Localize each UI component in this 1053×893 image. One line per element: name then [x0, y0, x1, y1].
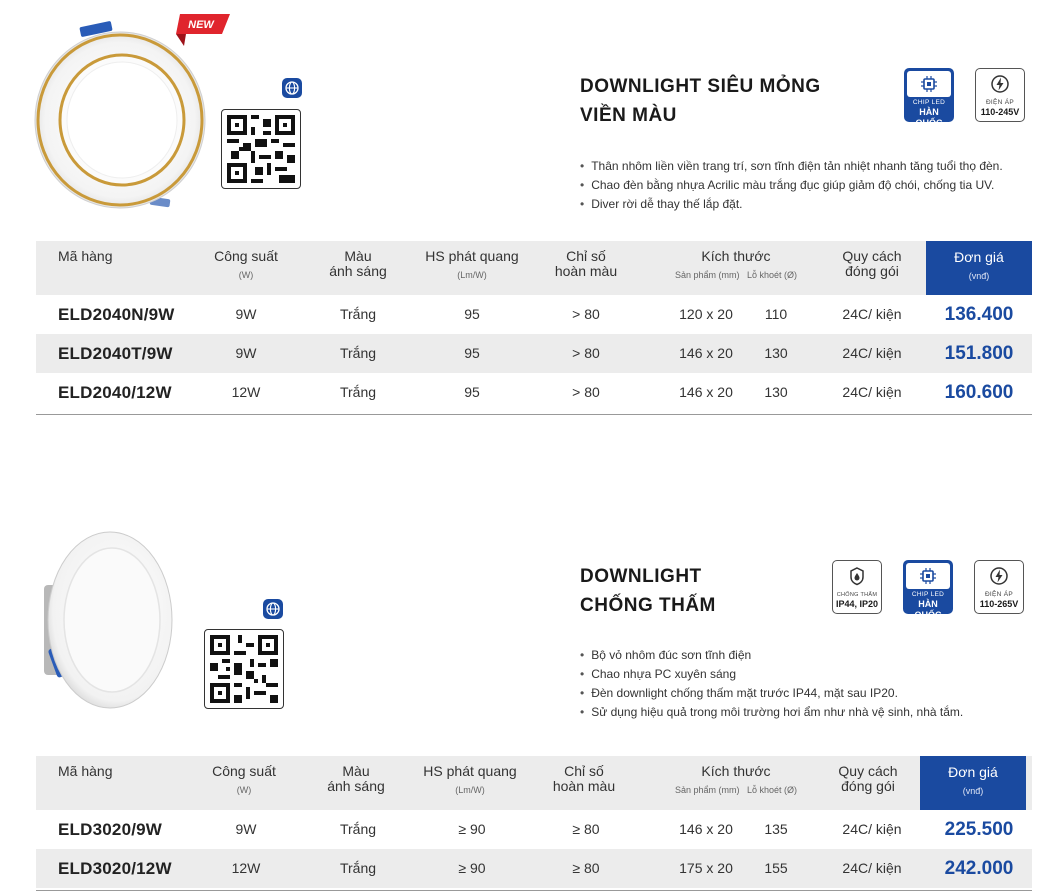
cell-power: 9W [235, 306, 257, 322]
qr-code[interactable] [204, 629, 284, 709]
badge-label: CHIP LED [912, 99, 946, 106]
table-row [36, 334, 1032, 373]
cell-cutout: 130 [764, 345, 788, 361]
cell-code: ELD2040N/9W [58, 305, 175, 324]
feature-item: • Sử dụng hiệu quả trong môi trường hơi ẩm như nhà vệ sinh, nhà tắm. [580, 703, 963, 722]
cell-efficacy: 95 [464, 345, 480, 361]
chip-icon [919, 74, 939, 94]
cell-size: 146 x 20 [679, 345, 733, 361]
cell-color: Trắng [339, 821, 377, 837]
cell-color: Trắng [339, 384, 377, 400]
col-size: Kích thước Sản phẩm (mm) Lỗ khoét (Ø) [674, 763, 798, 795]
cell-cri: ≥ 80 [572, 821, 600, 837]
col-price: Đơn giá (vnđ) [920, 756, 1026, 810]
product-image-downlight-gold-rim [30, 20, 210, 215]
cell-efficacy: 95 [464, 306, 480, 322]
cell-size: 120 x 20 [679, 306, 733, 322]
cell-power: 12W [231, 384, 261, 400]
cell-code: ELD2040T/9W [58, 344, 173, 363]
voltage-badge [975, 68, 1025, 122]
badge-value: HÀN QUỐC [915, 107, 943, 128]
badge-label: ĐIỆN ÁP [985, 99, 1015, 106]
cell-cri: > 80 [572, 384, 600, 400]
badge-value: 110-265V [979, 599, 1019, 609]
chip-led-badge [904, 68, 954, 128]
col-cri: Chỉ số hoàn màu [552, 763, 616, 794]
col-power: Công suất (W) [214, 248, 278, 280]
col-price: Đơn giá (vnđ) [926, 241, 1032, 295]
col-packing: Quy cách đóng gói [842, 248, 902, 279]
feature-list [580, 157, 1003, 214]
globe-icon[interactable] [263, 599, 283, 619]
cell-code: ELD2040/12W [58, 383, 172, 402]
table-header [36, 756, 1032, 810]
cell-cutout: 155 [764, 860, 788, 876]
product-title: DOWNLIGHT CHỐNG THẤM [580, 566, 716, 616]
cell-price: 151.800 [944, 343, 1014, 364]
table-bottom-rule [36, 890, 1032, 891]
cell-cutout: 130 [764, 384, 788, 400]
chip-icon [918, 566, 938, 586]
badge-label: ĐIỆN ÁP [984, 591, 1014, 598]
voltage-badge [974, 560, 1024, 614]
cell-pack: 24C/ kiện [842, 345, 902, 361]
cell-cutout: 135 [764, 821, 788, 837]
feature-item: • Diver rời dễ thay thế lắp đặt. [580, 195, 1003, 214]
cell-pack: 24C/ kiện [842, 860, 902, 876]
badge-value: HÀN QUỐC [914, 599, 942, 620]
cell-cri: > 80 [572, 345, 600, 361]
cell-size: 146 x 20 [679, 384, 733, 400]
cell-efficacy: ≥ 90 [458, 821, 486, 837]
feature-item: • Thân nhôm liền viền trang trí, sơn tĩnh điện tản nhiệt nhanh tăng tuổi thọ đèn. [580, 157, 1003, 176]
table-row [36, 373, 1032, 412]
cell-cri: > 80 [572, 306, 600, 322]
product-section-1 [0, 0, 1053, 440]
waterproof-icon [847, 566, 867, 586]
cell-power: 9W [235, 821, 257, 837]
col-packing: Quy cách đóng gói [838, 763, 898, 794]
cell-pack: 24C/ kiện [842, 306, 902, 322]
cell-price: 136.400 [944, 304, 1014, 325]
cell-size: 146 x 20 [679, 821, 733, 837]
cell-price: 160.600 [944, 382, 1014, 403]
cell-power: 12W [231, 860, 261, 876]
cell-color: Trắng [339, 306, 377, 322]
table-bottom-rule [36, 414, 1032, 415]
product-image-waterproof-downlight [30, 525, 170, 715]
cell-size: 175 x 20 [679, 860, 733, 876]
col-efficacy: HS phát quang (Lm/W) [423, 763, 517, 795]
power-icon [990, 74, 1010, 94]
cell-price: 225.500 [944, 819, 1014, 840]
col-size: Kích thước Sản phẩm (mm) Lỗ khoét (Ø) [674, 248, 798, 280]
col-light-color: Màu ánh sáng [329, 248, 387, 279]
cell-color: Trắng [339, 860, 377, 876]
badge-label: CHIP LED [911, 591, 945, 598]
feature-item: • Đèn downlight chống thấm mặt trước IP44, mặt sau IP20. [580, 684, 963, 703]
col-light-color: Màu ánh sáng [327, 763, 385, 794]
feature-item: • Chao đèn bằng nhựa Acrilic màu trắng đục giúp giảm độ chói, chống tia UV. [580, 176, 1003, 195]
table-row [36, 810, 1032, 849]
badge-label: CHỐNG THẤM [836, 592, 878, 598]
feature-item: • Bộ vỏ nhôm đúc sơn tĩnh điện [580, 646, 963, 665]
cell-code: ELD3020/12W [58, 859, 172, 878]
cell-code: ELD3020/9W [58, 820, 163, 839]
cell-pack: 24C/ kiện [842, 821, 902, 837]
col-code: Mã hàng [58, 763, 113, 779]
product-section-2 [0, 515, 1053, 893]
new-badge [172, 12, 230, 48]
col-cri: Chỉ số hoàn màu [554, 248, 618, 279]
cell-price: 242.000 [944, 858, 1014, 879]
col-power: Công suất (W) [212, 763, 276, 795]
cell-color: Trắng [339, 345, 377, 361]
waterproof-badge [832, 560, 882, 614]
col-efficacy: HS phát quang (Lm/W) [425, 248, 519, 280]
new-badge-label: NEW [188, 19, 214, 31]
badge-value: 110-245V [980, 107, 1020, 117]
power-icon [989, 566, 1009, 586]
col-code: Mã hàng [58, 248, 113, 264]
table-row [36, 295, 1032, 334]
chip-led-badge [903, 560, 953, 620]
feature-list [580, 646, 963, 722]
cell-pack: 24C/ kiện [842, 384, 902, 400]
cell-efficacy: ≥ 90 [458, 860, 486, 876]
badge-value: IP44, IP20 [835, 599, 879, 609]
cell-efficacy: 95 [464, 384, 480, 400]
cell-cutout: 110 [764, 306, 788, 322]
product-title: DOWNLIGHT SIÊU MỎNG VIỀN MÀU [580, 76, 821, 126]
table-header [36, 241, 1032, 295]
qr-code[interactable] [221, 109, 301, 189]
cell-power: 9W [235, 345, 257, 361]
table-row [36, 849, 1032, 888]
globe-icon[interactable] [282, 78, 302, 98]
feature-item: • Chao nhựa PC xuyên sáng [580, 665, 963, 684]
cell-cri: ≥ 80 [572, 860, 600, 876]
